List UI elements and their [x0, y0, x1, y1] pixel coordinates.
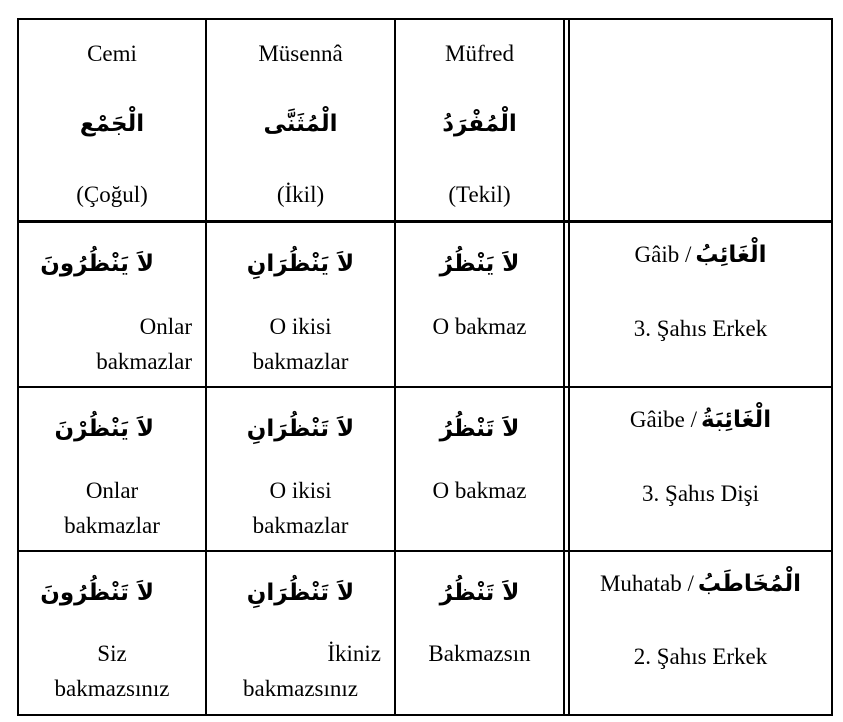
row3-plural-line1: Siz	[97, 641, 127, 666]
row1-person-desc: 3. Şahıs Erkek	[633, 316, 768, 341]
row2-label-latin: Gâibe /	[629, 407, 697, 432]
row2-person-desc: 3. Şahıs Dişi	[642, 481, 759, 506]
row3-person-desc: 2. Şahıs Erkek	[633, 644, 768, 669]
header-title-dual: Müsennâ	[258, 41, 343, 66]
row3-dual-line1: İkiniz	[327, 641, 381, 666]
header-arabic-singular: الْمُفْرَدُ	[442, 111, 517, 137]
header-cell-dual	[207, 20, 394, 220]
header-cell-singular	[396, 20, 563, 220]
row1-person-label	[570, 243, 831, 267]
row2-dual-arabic: لاَ تَنْظُرَانِ	[246, 416, 355, 442]
row2-dual-line2: bakmazlar	[252, 513, 349, 538]
header-cell-plural	[19, 20, 205, 220]
header-gloss-dual: (İkil)	[276, 182, 325, 207]
row3-singular-arabic: لاَ تَنْظُرُ	[439, 580, 520, 606]
header-arabic-plural: الْجَمْع	[79, 111, 145, 137]
row2-label-arabic: الْغَائِبَةُ	[700, 407, 772, 433]
row2-dual-line1: O ikisi	[269, 478, 332, 503]
row3-label-latin: Muhatab /	[599, 571, 694, 596]
header-title-singular: Müfred	[445, 41, 514, 66]
row1-dual-line1: O ikisi	[269, 314, 332, 339]
row1-dual-arabic: لاَ يَنْظُرَانِ	[246, 251, 355, 277]
header-title-plural: Cemi	[87, 41, 137, 66]
row1-dual-line2: bakmazlar	[252, 349, 349, 374]
row3-person-label	[570, 572, 831, 596]
row2-person-label	[570, 408, 831, 432]
row3-dual-arabic: لاَ تَنْظُرَانِ	[246, 580, 355, 606]
table-row	[19, 552, 831, 714]
row1-plural-line1: Onlar	[139, 314, 192, 339]
row3-plural-arabic: لاَ تَنْظُرُونَ	[40, 580, 154, 606]
row1-plural-line2: bakmazlar	[96, 349, 192, 374]
row1-label-latin: Gâib /	[634, 242, 692, 267]
header-arabic-dual: الْمُثَنَّى	[263, 111, 338, 137]
row1-label-arabic: الْغَائِبُ	[695, 242, 767, 268]
row3-singular-text: Bakmazsın	[428, 641, 531, 666]
row1-singular-arabic: لاَ يَنْظُرُ	[439, 251, 520, 277]
row2-singular-text: O bakmaz	[432, 478, 527, 503]
row2-plural-line2: bakmazlar	[64, 513, 160, 538]
header-cell-empty	[570, 20, 831, 220]
header-gloss-plural: (Çoğul)	[76, 182, 148, 207]
table-row	[19, 388, 831, 550]
table-row	[19, 223, 831, 386]
header-gloss-singular: (Tekil)	[448, 182, 511, 207]
row3-dual-line2: bakmazsınız	[243, 676, 358, 701]
row3-plural-line2: bakmazsınız	[54, 676, 170, 701]
row1-plural-arabic: لاَ يَنْظُرُونَ	[40, 251, 154, 277]
row2-singular-arabic: لاَ تَنْظُرُ	[439, 416, 520, 442]
row3-label-arabic: الْمُخَاطَبُ	[697, 571, 802, 597]
row2-plural-arabic: لاَ يَنْظُرْنَ	[54, 416, 154, 442]
row1-singular-text: O bakmaz	[432, 314, 527, 339]
row2-plural-line1: Onlar	[85, 478, 139, 503]
